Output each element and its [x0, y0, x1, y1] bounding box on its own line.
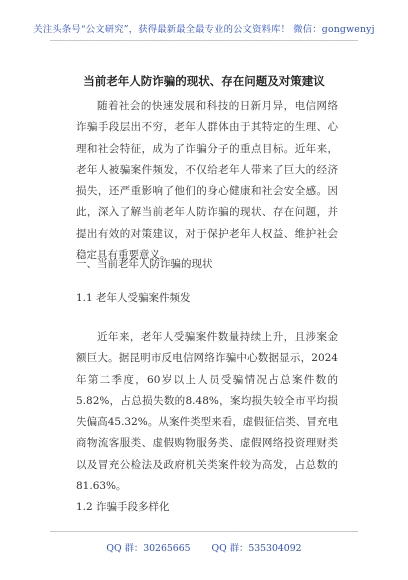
header-promo-text: 关注头条号“公文研究”，获得最新最全最专业的公文资料库！ 微信：gongwenyj: [33, 24, 375, 35]
qq-group-1-number: 30265665: [143, 543, 191, 554]
qq-group-2-label: QQ 群：: [211, 543, 249, 554]
footer-contacts: [0, 540, 408, 554]
intro-paragraph: 随着社会的快速发展和科技的日新月异，电信网络诈骗手段层出不穷，老年人群体由于其特定的生理、心理和社会特征，成为了诈骗分子的重点目标。近年来，老年人被骗案件频发，不仅给老年人带来了巨大的经济损失，还严重影响了他们的身心健康和社会安全感。因此，深入了解当前老年人防诈骗的现状、存在问题，并提出有效的对策建议，对于保护老年人权益、维护社会稳定具有重要意义。: [76, 100, 338, 262]
subsection-heading-1-2: 1.2 诈骗手段多样化: [76, 501, 170, 513]
qq-group-2-number: 535304092: [248, 543, 302, 554]
qq-group-1: [106, 543, 190, 554]
header-divider: [50, 40, 358, 41]
qq-group-2: [212, 543, 302, 554]
footer-divider: [50, 531, 358, 532]
subsection-heading-1-1: 1.1 老年人受骗案件频发: [76, 292, 191, 304]
header-promo: [0, 21, 408, 35]
qq-group-1-label: QQ 群：: [106, 543, 144, 554]
document-title: 当前老年人防诈骗的现状、存在问题及对策建议: [83, 74, 325, 88]
subsection-1-1-paragraph: 近年来，老年人受骗案件数量持续上升，且涉案金额巨大。据昆明市反电信网络诈骗中心数据显示，2024年第二季度，60岁以上人员受骗情况占总案件数的5.82%，占总损失数的8.48%，案均损失较全市平均损失偏高45.32%。从案件类型来看，虚假征信类、冒充电商物流客服类、虚假购物服务类、虚假网络投资理财类以及冒充公检法及政府机关类案件较为高发，占总数的81.63%。: [76, 331, 338, 493]
section-heading-1: 一、当前老年人防诈骗的现状: [76, 258, 213, 270]
